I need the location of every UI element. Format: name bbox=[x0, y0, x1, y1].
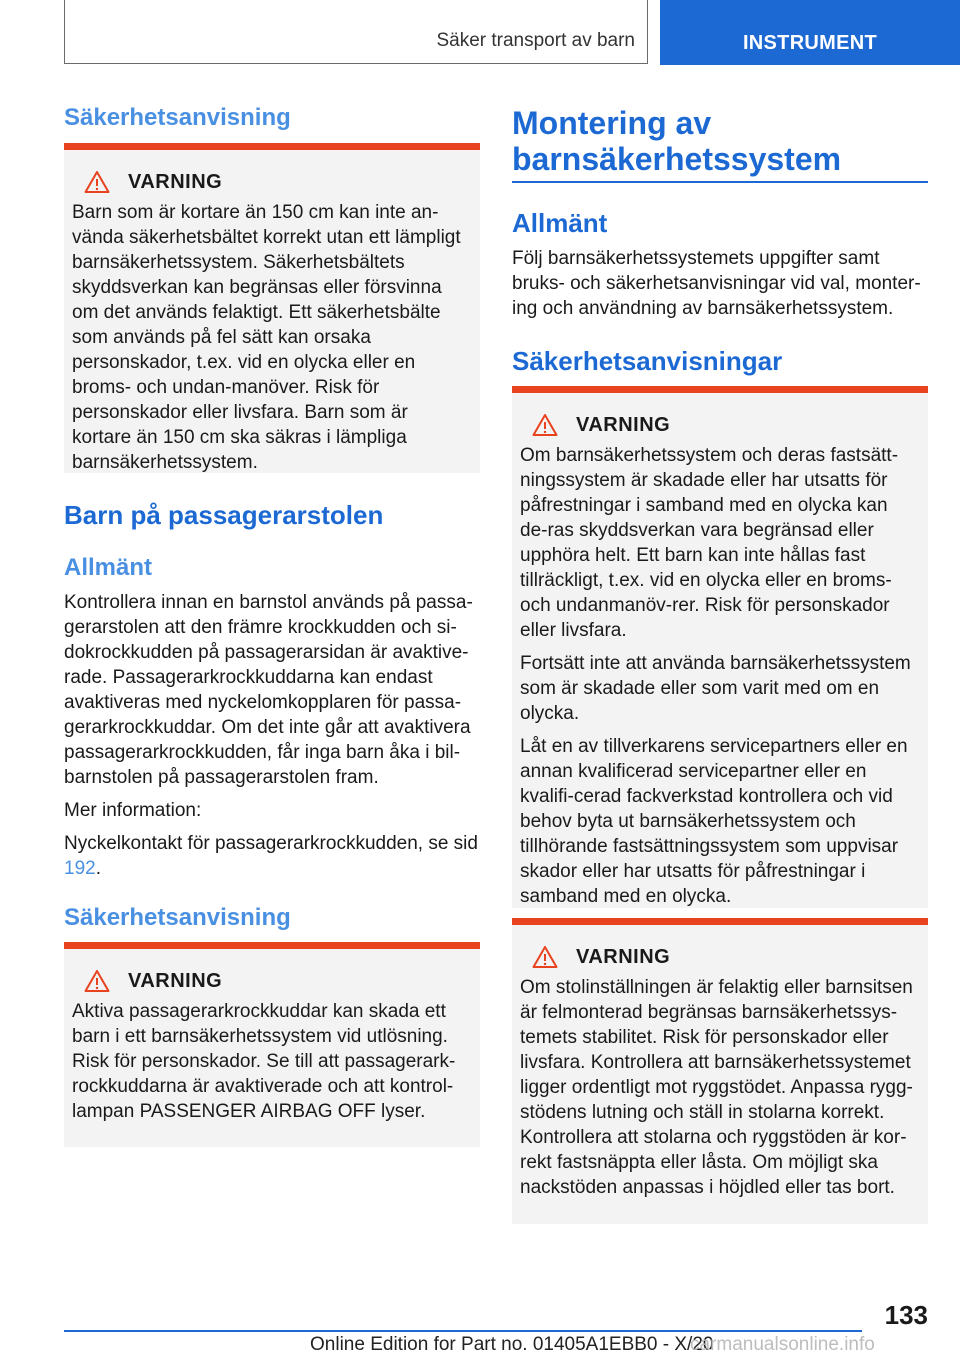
paragraph-crossref bbox=[64, 831, 480, 881]
paragraph: Mer information: bbox=[64, 800, 202, 821]
general-text-right bbox=[512, 246, 928, 329]
page-number: 133 bbox=[884, 1300, 928, 1330]
watermark: carmanualsonline.info bbox=[690, 1334, 875, 1355]
warning-text: Om stolinställningen är felaktig eller barnsitsen är felmonterad begränsas barnsäkerhetssys-temets stabilitet. Risk för personskador eller livsfara. Kontrollera att barnsäkerhetssystemet ligger ordentligt mot ryggstödet. Anpassa rygg-stödens lutning och ställ in stolarna korrekt. Kontrollera att stolarna och ryggstöden är kor-rekt fastsnäppta eller låsta. Om möjligt ska nackstöden anpassas i höjdled eller tas bort. bbox=[520, 977, 913, 1198]
footer-rule bbox=[64, 1330, 862, 1332]
heading-general-right: Allmänt bbox=[512, 208, 608, 238]
warning-title bbox=[520, 945, 920, 969]
warning-triangle-icon bbox=[84, 969, 110, 993]
warning-label: VARNING bbox=[128, 969, 223, 992]
paragraph: Kontrollera innan en barnstol används på passa-gerarstolen att den främre krockkudden och si-dokrockkudden på passagerarsidan är avaktive-rade. Passagerarkrockkuddarna kan endast avaktiveras med nyckelomkopplaren för passa-gerarkrockkuddar. Om det inte går att avaktivera passagerarkrockkudden, får inga barn åka i bil-barnstolen på passagerarstolen fram. bbox=[64, 592, 473, 788]
crossref-end: . bbox=[95, 858, 101, 879]
general-text-left bbox=[64, 590, 480, 889]
page-link-192[interactable]: 192 bbox=[64, 858, 96, 879]
warning-box-4 bbox=[512, 918, 928, 1224]
page-title: Montering av barnsäkerhetssystem bbox=[512, 105, 842, 177]
warning-box-2 bbox=[64, 942, 480, 1147]
warning-title bbox=[520, 413, 920, 437]
warning-text: Om barnsäkerhetssystem och deras fastsätt-ningssystem är skadade eller har utsatts för påfrestningar i samband med en olycka kan de-ras skyddsverkan vara begränsad eller upphöra helt. Ett barn kan inte hållas fast tillräckligt, t.ex. vid en olycka eller en broms- och undanmanöv-rer. Risk för personskador eller livsfara. bbox=[520, 445, 899, 641]
tab-instrument[interactable]: INSTRUMENT bbox=[660, 0, 960, 65]
paragraph: Följ barnsäkerhetssystemets uppgifter samt bruks- och säkerhetsanvisningar vid val, monter-ing och användning av barnsäkerhetssystem. bbox=[512, 248, 921, 319]
warning-triangle-icon bbox=[532, 945, 558, 969]
warning-text: Fortsätt inte att använda barnsäkerhetssystem som är skadade eller som varit med om en olycka. bbox=[520, 653, 911, 724]
heading-general-left: Allmänt bbox=[64, 554, 153, 581]
warning-text: Aktiva passagerarkrockkuddar kan skada ett barn i ett barnsäkerhetssystem vid utlösning. Risk för personskador. Se till att passagerark-rockkuddarna är avaktiverade och att kontrol-lampan PASSENGER AIRBAG OFF lyser. bbox=[72, 1001, 456, 1122]
warning-label: VARNING bbox=[576, 413, 671, 436]
warning-text: Barn som är kortare än 150 cm kan inte an-vända säkerhetsbältet korrekt utan ett lämpligt barnsäkerhetssystem. Säkerhetsbältets skyddsverkan kan begränsas eller försvinna om det används felaktigt. Ett säkerhetsbälte som används på fel sätt kan orsaka personskador, t.ex. vid en olycka eller en broms- och undan-manöver. Risk för personskador eller livsfara. Barn som är kortare än 150 cm ska säkras i lämpliga barnsäkerhetssystem. bbox=[72, 202, 461, 473]
warning-triangle-icon bbox=[532, 413, 558, 437]
warning-triangle-icon bbox=[84, 170, 110, 194]
heading-safety-1: Säkerhetsanvisning bbox=[64, 104, 291, 131]
heading-safety-2: Säkerhetsanvisning bbox=[64, 904, 291, 931]
title-rule bbox=[512, 181, 928, 183]
warning-box-3 bbox=[512, 386, 928, 908]
warning-label: VARNING bbox=[576, 945, 671, 968]
warning-title bbox=[72, 170, 472, 194]
edition-text: Online Edition for Part no. 01405A1EBB0 - X/20 bbox=[310, 1334, 714, 1355]
crossref-text: Nyckelkontakt för passagerarkrockkudden, se sid bbox=[64, 833, 478, 854]
warning-title bbox=[72, 969, 472, 993]
warning-box-1 bbox=[64, 143, 480, 473]
warning-text: Låt en av tillverkarens servicepartners eller en annan kvalificerad servicepartner eller en kvalifi-cerad fackverkstad kontrollera och vid behov byta ut barnsäkerhetssystem och tillhörande fastsättningssystem som uppvisar skador eller har utsatts för påfrestningar i samband med en olycka. bbox=[520, 736, 908, 907]
heading-safety-right: Säkerhetsanvisningar bbox=[512, 346, 783, 376]
warning-label: VARNING bbox=[128, 170, 223, 193]
heading-child-passenger: Barn på passagerarstolen bbox=[64, 500, 384, 530]
section-title: Säker transport av barn bbox=[436, 30, 635, 51]
